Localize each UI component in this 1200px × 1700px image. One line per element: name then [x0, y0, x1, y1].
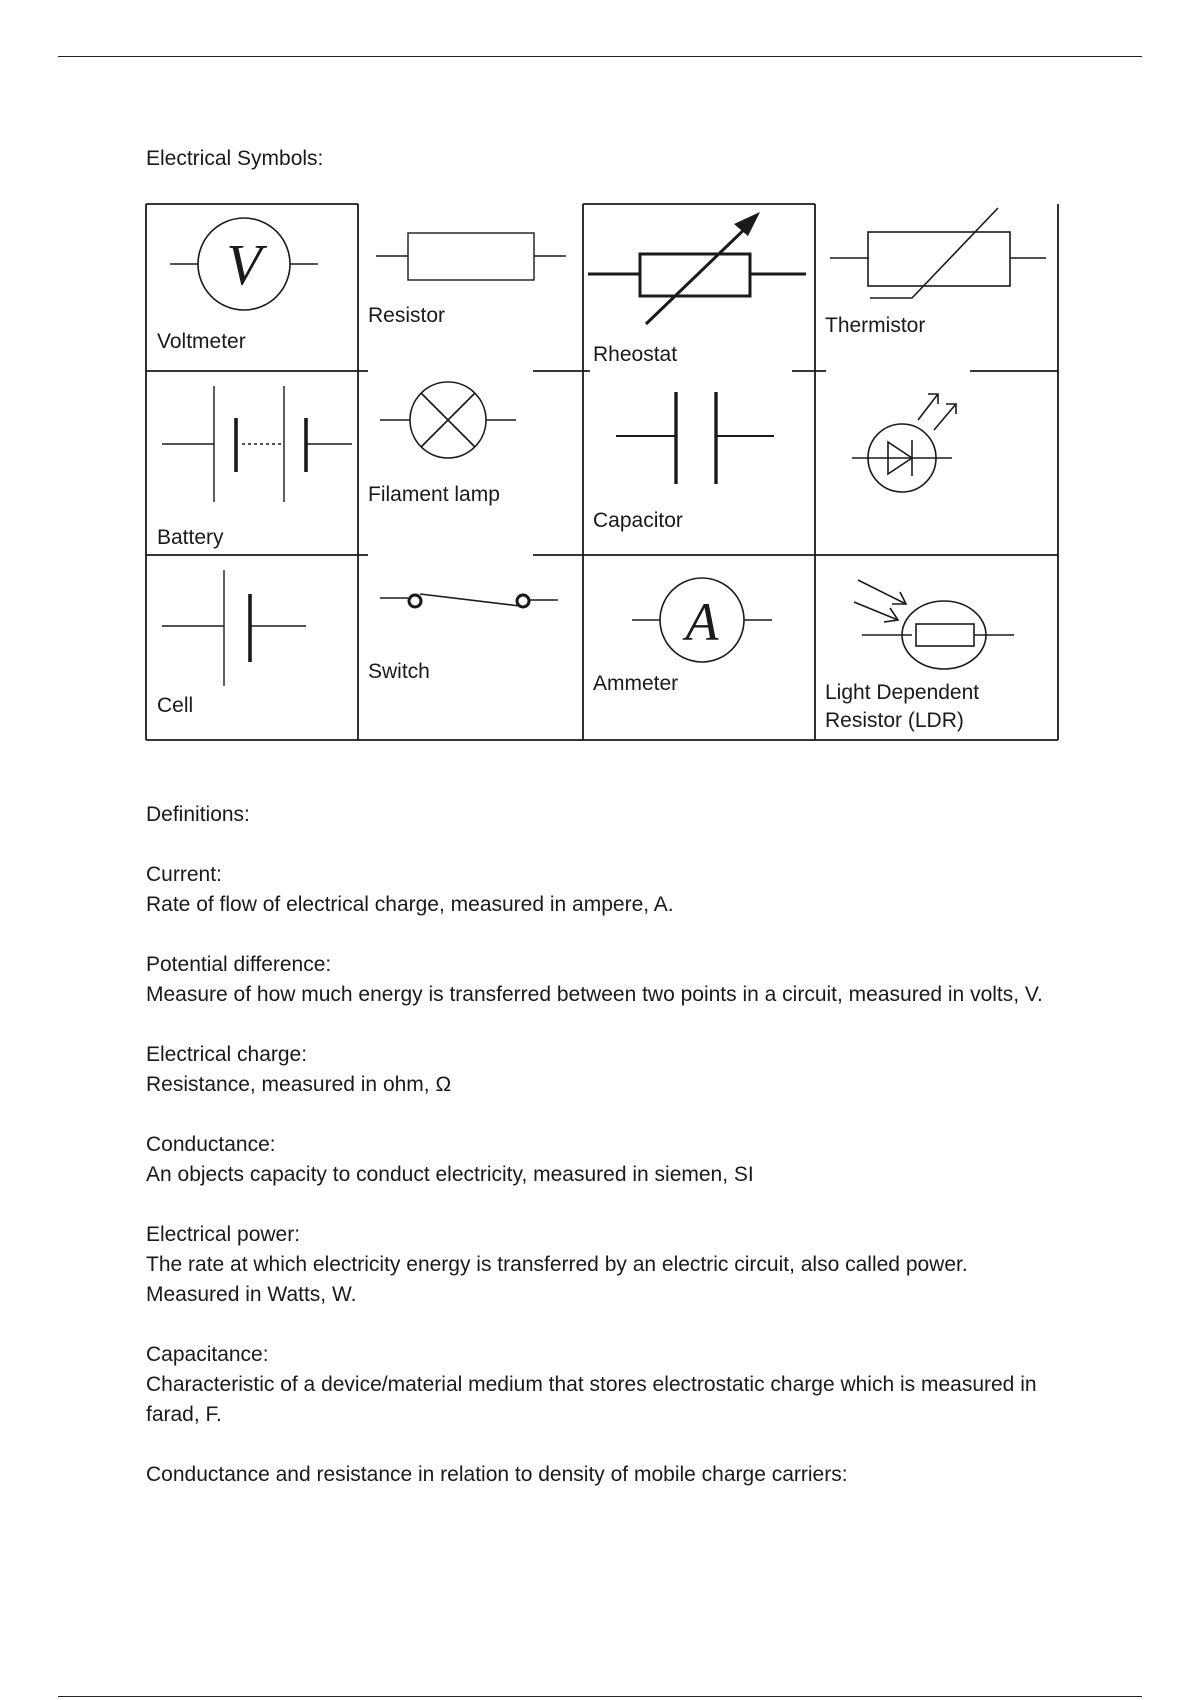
definition-term: Current:	[146, 863, 222, 886]
battery-label: Battery	[157, 526, 224, 549]
rheostat-label: Rheostat	[593, 343, 678, 366]
definitions-heading: Definitions:	[146, 803, 250, 826]
cell-label: Cell	[157, 694, 194, 717]
thermistor-label: Thermistor	[825, 314, 926, 337]
definition-text: Measure of how much energy is transferred between two points in a circuit, measured in volts, V.	[146, 983, 1043, 1006]
symbols-heading: Electrical Symbols:	[146, 147, 324, 170]
cell-symbol	[162, 570, 306, 686]
definition-electrical-charge	[146, 1040, 1046, 1100]
definition-term: Potential difference:	[146, 953, 332, 976]
definition-electrical-power	[146, 1220, 1046, 1310]
rheostat-symbol	[588, 222, 806, 324]
definition-current	[146, 860, 1046, 920]
resistor-label: Resistor	[368, 304, 446, 327]
filament-lamp-label: Filament lamp	[368, 483, 500, 506]
switch-label: Switch	[368, 660, 430, 683]
definitions-section	[146, 800, 1046, 1490]
switch-symbol	[380, 594, 558, 607]
capacitor-label: Capacitor	[593, 509, 683, 532]
ldr-symbol	[854, 580, 1014, 669]
voltmeter-glyph: V	[226, 232, 262, 297]
filament-lamp-symbol	[380, 382, 516, 458]
definition-text: The rate at which electricity energy is transferred by an electric circuit, also called power. Measured in Watts, W.	[146, 1253, 968, 1306]
definition-text: Resistance, measured in ohm, Ω	[146, 1073, 452, 1096]
ldr-label-line2: Resistor (LDR)	[825, 709, 964, 732]
closing-line: Conductance and resistance in relation to density of mobile charge carriers:	[146, 1463, 848, 1486]
definition-conductance	[146, 1130, 1046, 1190]
thermistor-symbol	[830, 208, 1046, 298]
ldr-label-line1: Light Dependent	[825, 681, 980, 704]
resistor-symbol	[376, 233, 566, 280]
header-rule	[58, 56, 1142, 57]
definition-potential-difference	[146, 950, 1046, 1010]
definition-text: Characteristic of a device/material medium that stores electrostatic charge which is measured in farad, F.	[146, 1373, 1037, 1426]
definition-term: Capacitance:	[146, 1343, 269, 1366]
led-symbol	[852, 394, 956, 492]
definition-capacitance	[146, 1340, 1046, 1430]
symbols-table	[0, 0, 1200, 760]
rheostat-arrowhead	[734, 212, 760, 236]
definition-text: Rate of flow of electrical charge, measured in ampere, A.	[146, 893, 674, 916]
definition-term: Electrical charge:	[146, 1043, 308, 1066]
voltmeter-label: Voltmeter	[157, 330, 246, 353]
capacitor-symbol	[616, 392, 774, 484]
definition-term: Conductance:	[146, 1133, 276, 1156]
footer-rule	[58, 1696, 1142, 1697]
definition-text: An objects capacity to conduct electricity, measured in siemen, SI	[146, 1163, 754, 1186]
ammeter-label: Ammeter	[593, 672, 679, 695]
battery-symbol	[162, 386, 352, 502]
definition-term: Electrical power:	[146, 1223, 301, 1246]
ammeter-glyph: A	[685, 592, 719, 652]
